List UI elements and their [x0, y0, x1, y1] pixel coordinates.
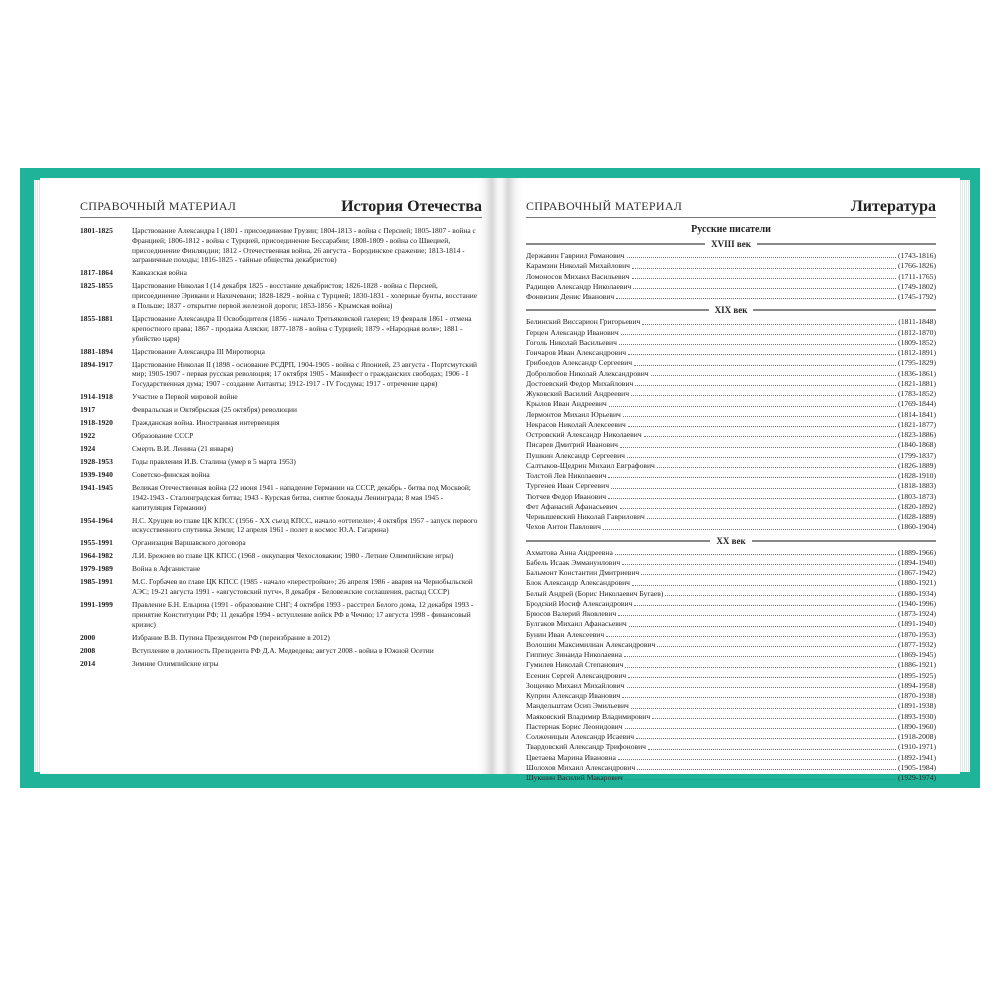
dot-leader: [603, 522, 896, 529]
dot-leader: [624, 650, 896, 657]
timeline-row: [80, 457, 478, 467]
writer-row: [526, 292, 936, 302]
writer-years: (1880-1934): [898, 588, 936, 598]
writer-name: Чернышевский Николай Гаврилович: [526, 512, 645, 521]
writer-name: Шукшин Василий Макарович: [526, 773, 623, 782]
writer-name: Блок Александр Александрович: [526, 578, 631, 588]
writer-years: (1812-1870): [898, 327, 936, 337]
dot-leader: [636, 732, 896, 739]
writer-years: (1880-1921): [898, 578, 936, 588]
writer-name: Тургенев Иван Сергеевич: [526, 481, 610, 491]
dot-leader: [620, 502, 897, 509]
writer-name: Добролюбов Николай Александрович: [526, 368, 649, 378]
writer-row: [526, 722, 936, 732]
writer-name: Грибоедов Александр Сергеевич: [526, 358, 633, 368]
dot-leader: [628, 420, 896, 427]
writer-name: Белый Андрей (Борис Николаевич Бугаев): [526, 588, 664, 598]
dot-leader: [625, 660, 896, 667]
timeline-text: Царствование Александра I (1801 - присоединение Грузии; 1804-1813 - война с Персией; 1805-1807 - война с Францией; 1806-1812 - война с Турцией, присоединение Бессарабии; 1808-1809 - война со Швецией, присоединение Финляндии; 1812 - Отечественная война, 26 августа - Бородинское сражение; 1813-1814 - заграничные походы; 1816-1825 - тайные общества декабристов): [132, 226, 476, 265]
timeline-text: Вступление в должность Президента РФ Д.А. Медведева; август 2008 - война в Южной Осетии: [132, 645, 434, 655]
writer-name: Есенин Сергей Александрович: [526, 670, 627, 680]
writer-years: (1867-1942): [898, 568, 936, 577]
writer-years: (1836-1861): [898, 368, 936, 378]
timeline-year: 1801-1825: [80, 226, 113, 235]
writer-name: Островский Александр Николаевич: [526, 430, 642, 439]
writer-years: (1895-1925): [898, 670, 936, 680]
writer-row: [526, 558, 936, 568]
writer-name: Пушкин Александр Сергеевич: [526, 450, 625, 460]
writer-years: (1889-1966): [898, 547, 936, 557]
timeline-text: М.С. Горбачев во главе ЦК КПСС (1985 - начало «перестройки»; 26 апреля 1986 - авария на Чернобыльской АЭС; 19-21 августа 1991 - «августовский путч», 8 декабря - Беловежские соглашения, распад СССР): [132, 577, 473, 597]
timeline-year: 1894-1917: [80, 359, 113, 369]
history-timeline: [80, 226, 478, 672]
writer-name: Гиппиус Зинаида Николаевна: [526, 650, 623, 659]
dot-leader: [657, 640, 896, 647]
timeline-year: 1955-1991: [80, 538, 113, 548]
writer-row: [526, 619, 936, 629]
writer-years: (1749-1802): [898, 281, 936, 291]
timeline-year: 1817-1864: [80, 268, 113, 278]
left-page-header: [80, 194, 482, 218]
writer-name: Фонвизин Денис Иванович: [526, 292, 615, 301]
writer-years: (1811-1848): [898, 317, 936, 327]
writer-name: Крылов Иван Андреевич: [526, 399, 607, 409]
writer-row: [526, 410, 936, 420]
timeline-text: Царствование Николая II (1898 - основание РСДРП, 1904-1905 - война с Японией, 23 августа - Портсмутский мир; 1905-1907 - первая русская революция; 17 октября 1905 - Манифест о гражданских свободах; 1906 - I Государственная дума; 1907 - создание Антанты; 1912-1917 - IV Госдума; 1917 - отречение царя): [132, 359, 478, 389]
timeline-year: 1922: [80, 431, 96, 441]
left-page: [40, 178, 492, 774]
writer-row: [526, 502, 936, 512]
writer-years: (1886-1921): [898, 660, 936, 670]
dot-leader: [641, 568, 896, 575]
writer-years: (1828-1910): [898, 471, 936, 480]
writer-years: (1814-1841): [898, 409, 936, 419]
writer-row: [526, 251, 936, 261]
writer-name: Тютчев Федор Иванович: [526, 491, 607, 501]
timeline-year: 1939-1940: [80, 469, 113, 479]
writer-row: [526, 599, 936, 609]
timeline-text: Великая Отечественная война (22 июня 1941 - нападение Германии на СССР, декабрь - битва под Москвой; 1942-1943 - Сталинградская битва; 1943 - Курская битва, снятие блокады Ленинграда; 8 мая 1945 - капитуляция Германии): [132, 482, 471, 512]
writer-name: Твардовский Александр Трифонович: [526, 742, 646, 752]
dot-leader: [634, 599, 896, 606]
dot-leader: [627, 251, 896, 258]
writer-name: Державин Гавриил Романович: [526, 251, 625, 260]
dot-leader: [620, 440, 896, 447]
timeline-year: 1924: [80, 444, 96, 454]
writer-years: (1905-1984): [898, 762, 936, 772]
dot-leader: [633, 282, 896, 289]
writer-name: Куприн Александр Иванович: [526, 691, 621, 700]
writer-name: Солженицын Александр Исаевич: [526, 732, 635, 741]
dot-leader: [623, 410, 896, 417]
writer-name: Гумилев Николай Степанович: [526, 660, 624, 670]
writer-row: [526, 389, 936, 399]
dot-leader: [637, 763, 896, 770]
writer-row: [526, 773, 936, 783]
timeline-row: [80, 538, 478, 548]
timeline-year: 1825-1855: [80, 281, 113, 291]
writer-row: [526, 660, 936, 670]
timeline-row: [80, 444, 478, 454]
century-heading: [526, 305, 936, 315]
writer-name: Радищев Александр Николаевич: [526, 281, 632, 291]
timeline-year: 2014: [80, 658, 96, 668]
writer-row: [526, 430, 936, 440]
writer-row: [526, 317, 936, 327]
timeline-row: [80, 268, 478, 278]
dot-leader: [625, 773, 896, 780]
timeline-row: [80, 659, 478, 669]
writer-years: (1870-1953): [898, 629, 936, 639]
writer-name: Бродский Иосиф Александрович: [526, 598, 633, 608]
century-heading: [526, 536, 936, 546]
timeline-row: [80, 281, 478, 310]
writer-row: [526, 369, 936, 379]
writer-years: (1860-1904): [898, 522, 936, 532]
writer-years: (1910-1971): [898, 742, 936, 752]
writer-row: [526, 522, 936, 532]
writer-row: [526, 399, 936, 409]
writer-row: [526, 681, 936, 691]
heading-rule: [526, 243, 705, 245]
writer-years: (1711-1765): [898, 271, 936, 281]
writer-name: Жуковский Василий Андреевич: [526, 389, 630, 398]
writer-row: [526, 358, 936, 368]
writer-row: [526, 650, 936, 660]
dot-leader: [621, 328, 896, 335]
writer-row: [526, 261, 936, 271]
timeline-text: Зимние Олимпийские игры: [132, 658, 219, 668]
right-page: [508, 178, 960, 782]
writer-years: (1918-2008): [898, 732, 936, 741]
dot-leader: [622, 558, 896, 565]
dot-leader: [652, 712, 896, 719]
writer-years: (1803-1873): [898, 491, 936, 501]
timeline-text: Образование СССР: [132, 431, 194, 441]
header-section-label: СПРАВОЧНЫЙ МАТЕРИАЛ: [80, 199, 237, 213]
writer-years: (1823-1886): [898, 430, 936, 439]
heading-rule: [752, 540, 936, 542]
writer-years: (1828-1889): [898, 512, 936, 521]
timeline-year: 1918-1920: [80, 418, 113, 428]
writer-row: [526, 512, 936, 522]
dot-leader: [657, 461, 896, 468]
timeline-year: 1855-1881: [80, 313, 113, 323]
timeline-row: [80, 314, 478, 343]
timeline-text: Война в Афганистане: [132, 564, 201, 574]
writer-years: (1795-1829): [898, 358, 936, 368]
dot-leader: [631, 389, 896, 396]
writer-name: Шолохов Михаил Александрович: [526, 762, 636, 772]
heading-rule: [526, 540, 710, 542]
timeline-row: [80, 418, 478, 428]
writer-row: [526, 461, 936, 471]
timeline-text: Годы правления И.В. Сталина (умер в 5 марта 1953): [132, 457, 296, 466]
dot-leader: [606, 630, 896, 637]
timeline-text: Советско-финская война: [132, 469, 210, 479]
heading-rule: [753, 309, 936, 311]
writer-years: (1929-1974): [898, 773, 936, 782]
writer-name: Бабель Исаак Эммануилович: [526, 557, 621, 567]
writer-row: [526, 763, 936, 773]
writer-row: [526, 492, 936, 502]
page-title: Литература: [850, 198, 936, 215]
writer-name: Достоевский Федор Михайлович: [526, 378, 634, 388]
century-heading: [526, 239, 936, 249]
book-gutter: [492, 178, 508, 774]
writer-row: [526, 379, 936, 389]
writer-row: [526, 272, 936, 282]
timeline-year: 1954-1964: [80, 515, 113, 525]
timeline-year: 1917: [80, 405, 96, 415]
dot-leader: [644, 430, 896, 437]
writer-years: (1891-1938): [898, 701, 936, 711]
timeline-text: Организация Варшавского договора: [132, 538, 246, 548]
writer-years: (1745-1792): [898, 292, 936, 301]
timeline-text: Царствование Александра III Миротворца: [132, 346, 265, 356]
writer-row: [526, 701, 936, 711]
writer-years: (1826-1889): [898, 460, 936, 470]
header-rule: [526, 217, 936, 218]
writer-years: (1809-1852): [898, 337, 936, 347]
writer-name: Булгаков Михаил Афанасьевич: [526, 619, 627, 629]
writer-name: Гоголь Николай Васильевич: [526, 337, 617, 347]
writer-name: Мандельштам Осип Эмильевич: [526, 701, 629, 711]
writer-years: (1940-1996): [898, 598, 936, 608]
timeline-row: [80, 577, 478, 597]
header-rule: [80, 217, 482, 218]
writer-years: (1743-1816): [898, 251, 936, 260]
writer-name: Ахматова Анна Андреевна: [526, 547, 613, 557]
writer-years: (1894-1940): [898, 557, 936, 567]
dot-leader: [651, 369, 896, 376]
writer-years: (1894-1958): [898, 680, 936, 690]
writer-name: Ломоносов Михаил Васильевич: [526, 271, 630, 281]
header-section-label: СПРАВОЧНЫЙ МАТЕРИАЛ: [526, 199, 683, 213]
writer-row: [526, 348, 936, 358]
dot-leader: [635, 379, 896, 386]
writers-title: Русские писатели: [691, 224, 771, 235]
writer-row: [526, 742, 936, 752]
dot-leader: [619, 338, 896, 345]
writer-years: (1766-1826): [898, 261, 936, 271]
writer-row: [526, 451, 936, 461]
dot-leader: [648, 742, 896, 749]
timeline-row: [80, 405, 478, 415]
page-title: История Отечества: [341, 198, 482, 215]
writer-years: (1769-1844): [898, 399, 936, 409]
dot-leader: [628, 348, 896, 355]
timeline-row: [80, 516, 478, 536]
writer-years: (1821-1881): [898, 378, 936, 388]
writer-row: [526, 589, 936, 599]
timeline-text: Участие в Первой мировой войне: [132, 392, 238, 402]
dot-leader: [634, 358, 896, 365]
timeline-year: 2000: [80, 632, 96, 642]
writer-name: Салтыков-Щедрин Михаил Евграфович: [526, 460, 655, 470]
dot-leader: [628, 671, 896, 678]
writer-row: [526, 732, 936, 742]
dot-leader: [632, 261, 896, 268]
writer-years: (1818-1883): [898, 481, 936, 491]
writer-years: (1891-1940): [898, 619, 936, 629]
timeline-row: [80, 431, 478, 441]
writer-row: [526, 609, 936, 619]
dot-leader: [625, 722, 896, 729]
writer-name: Брюсов Валерий Яковлевич: [526, 609, 617, 618]
writer-row: [526, 420, 936, 430]
writer-name: Бальмонт Константин Дмитриевич: [526, 568, 640, 577]
writer-years: (1799-1837): [898, 450, 936, 460]
writer-name: Фет Афанасий Афанасьевич: [526, 501, 618, 511]
dot-leader: [642, 317, 896, 324]
writer-row: [526, 568, 936, 578]
dot-leader: [608, 471, 896, 478]
writer-row: [526, 328, 936, 338]
writer-name: Зощенко Михаил Михайлович: [526, 680, 625, 690]
writer-name: Писарев Дмитрий Иванович: [526, 440, 618, 450]
timeline-year: 1991-1999: [80, 600, 113, 610]
dot-leader: [665, 589, 896, 596]
writer-name: Толстой Лев Николаевич: [526, 471, 607, 480]
timeline-row: [80, 600, 478, 629]
timeline-text: Февральская и Октябрьская (25 октября) революции: [132, 405, 297, 415]
timeline-row: [80, 646, 478, 656]
dot-leader: [615, 548, 896, 555]
writer-name: Маяковский Владимир Владимирович: [526, 711, 651, 721]
writer-row: [526, 640, 936, 650]
timeline-text: Смерть В.И. Ленина (21 января): [132, 444, 234, 454]
writer-name: Белинский Виссарион Григорьевич: [526, 317, 641, 327]
timeline-year: 1881-1894: [80, 346, 113, 356]
writer-name: Некрасов Николай Алексеевич: [526, 419, 626, 429]
writer-row: [526, 712, 936, 722]
heading-rule: [757, 243, 936, 245]
writer-name: Гончаров Иван Александрович: [526, 348, 627, 357]
timeline-row: [80, 226, 478, 265]
writer-row: [526, 481, 936, 491]
timeline-row: [80, 392, 478, 402]
writer-name: Бунин Иван Алексеевич: [526, 629, 605, 639]
dot-leader: [608, 492, 896, 499]
timeline-row: [80, 483, 478, 512]
writer-name: Чехов Антон Павлович: [526, 522, 601, 532]
writer-years: (1840-1868): [898, 440, 936, 450]
dot-leader: [627, 451, 896, 458]
writer-row: [526, 338, 936, 348]
timeline-year: 2008: [80, 645, 96, 655]
writer-name: Цветаева Марина Ивановна: [526, 752, 616, 762]
timeline-year: 1964-1982: [80, 551, 113, 561]
dot-leader: [622, 691, 896, 698]
writer-row: [526, 282, 936, 292]
writer-years: (1812-1891): [898, 348, 936, 357]
writer-name: Карамзин Николай Михайлович: [526, 261, 631, 271]
century-label: XX век: [716, 535, 746, 546]
century-label: XVIII век: [711, 239, 751, 249]
timeline-row: [80, 360, 478, 389]
dot-leader: [632, 578, 896, 585]
dot-leader: [627, 681, 897, 688]
timeline-text: Царствование Николая I (14 декабря 1825 - восстание декабристов; 1826-1828 - война с Персией, присоединение Эривани и Нахичевани; 1828-1829 - война с Турцией; 1830-1831 - холерные бунты, восстание в Польше; 1837 - открытие первой железной дороги; 1853-1856 - Крымская война): [132, 281, 478, 310]
writer-years: (1892-1941): [898, 752, 936, 762]
timeline-row: [80, 564, 478, 574]
timeline-year: 1928-1953: [80, 457, 113, 466]
writer-row: [526, 440, 936, 450]
timeline-text: Л.И. Брежнев во главе ЦК КПСС (1968 - оккупация Чехословакии; 1980 - Летние Олимпийские игры): [132, 551, 454, 561]
timeline-text: Избрание В.В. Путина Президентом РФ (переизбрание в 2012): [132, 632, 330, 642]
dot-leader: [631, 701, 896, 708]
writer-name: Пастернак Борис Леонидович: [526, 721, 623, 731]
writers-list: [526, 222, 936, 783]
timeline-row: [80, 347, 478, 357]
timeline-text: Гражданская война. Иностранная интервенция: [132, 418, 280, 428]
writer-row: [526, 753, 936, 763]
timeline-text: Кавказская война: [132, 268, 187, 278]
writer-years: (1873-1924): [898, 609, 936, 618]
writer-name: Лермонтов Михаил Юрьевич: [526, 409, 621, 419]
timeline-text: Н.С. Хрущев во главе ЦК КПСС (1956 - ХХ съезд КПСС, начало «оттепели»; 4 октября 1957 - запуск первого искусственного спутника Земли; 12 апреля 1961 - полет в космос Ю.А. Гагарина): [132, 515, 478, 535]
writer-row: [526, 578, 936, 588]
timeline-year: 1979-1989: [80, 564, 113, 574]
dot-leader: [632, 272, 897, 279]
writer-years: (1870-1938): [898, 691, 936, 700]
writer-years: (1783-1852): [898, 389, 936, 398]
dot-leader: [618, 753, 896, 760]
timeline-year: 1914-1918: [80, 392, 113, 402]
writer-row: [526, 691, 936, 701]
timeline-row: [80, 551, 478, 561]
writer-years: (1821-1877): [898, 419, 936, 429]
writer-years: (1877-1932): [898, 639, 936, 649]
writer-row: [526, 471, 936, 481]
century-label: XIX век: [714, 305, 748, 316]
heading-rule: [526, 309, 709, 311]
writer-row: [526, 671, 936, 681]
timeline-year: 1941-1945: [80, 482, 113, 492]
timeline-text: Царствование Александра II Освободителя (1856 - начало Третьяковской галереи; 19 февраля 1861 - отмена крепостного права; 1867 - продажа Аляски; 1877-1878 - война с Турцией; 1879 - «Народная воля»; 1881 - убийство царя): [132, 313, 472, 343]
writer-name: Волошин Максимилиан Александрович: [526, 639, 656, 649]
timeline-year: 1985-1991: [80, 577, 113, 587]
writer-row: [526, 630, 936, 640]
writer-years: (1893-1930): [898, 711, 936, 721]
dot-leader: [647, 512, 896, 519]
writer-row: [526, 548, 936, 558]
dot-leader: [609, 399, 896, 406]
timeline-row: [80, 633, 478, 643]
writer-name: Герцен Александр Иванович: [526, 327, 619, 337]
timeline-text: Правление Б.Н. Ельцина (1991 - образование СНГ; 4 октября 1993 - расстрел Белого дома, 12 декабря 1993 - принятие Конституции РФ; 11 декабря 1994 - вступление войск РФ в Чечню; 17 августа 1998 - финансовый кризис): [132, 600, 474, 629]
writer-years: (1890-1960): [898, 721, 936, 731]
dot-leader: [616, 292, 896, 299]
dot-leader: [618, 609, 896, 616]
timeline-row: [80, 470, 478, 480]
right-page-header: [526, 194, 936, 218]
dot-leader: [611, 481, 896, 488]
writer-years: (1820-1892): [898, 501, 936, 511]
dot-leader: [629, 619, 896, 626]
writer-years: (1869-1945): [898, 650, 936, 659]
